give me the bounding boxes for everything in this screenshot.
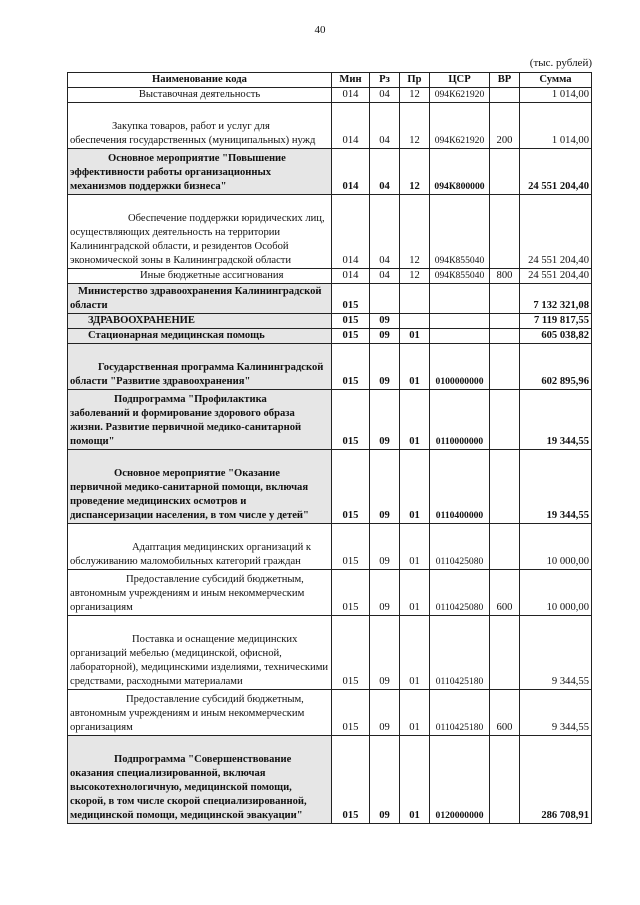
- row-csr: 0110425180: [430, 690, 490, 736]
- row-sum: 19 344,55: [520, 390, 592, 450]
- table-row: [68, 149, 592, 195]
- row-rz: 09: [370, 450, 400, 524]
- row-vr: [490, 284, 520, 314]
- row-vr: [490, 329, 520, 344]
- header-sum: Сумма: [520, 73, 592, 88]
- row-pr: [400, 314, 430, 329]
- table-row: [68, 736, 592, 824]
- row-min: 014: [332, 195, 370, 269]
- row-pr: 12: [400, 195, 430, 269]
- row-pr: 12: [400, 269, 430, 284]
- row-sum: 24 551 204,40: [520, 269, 592, 284]
- row-csr: 0110425080: [430, 570, 490, 616]
- row-csr: 094К855040: [430, 195, 490, 269]
- row-rz: 09: [370, 390, 400, 450]
- table-row: [68, 690, 592, 736]
- row-sum: 1 014,00: [520, 103, 592, 149]
- row-vr: [490, 88, 520, 103]
- row-pr: 01: [400, 344, 430, 390]
- row-min: 015: [332, 329, 370, 344]
- row-rz: 04: [370, 195, 400, 269]
- row-name: Государственная программа Калининградской области "Развитие здравоохранения": [68, 344, 332, 390]
- row-sum: 7 132 321,08: [520, 284, 592, 314]
- row-vr: 600: [490, 570, 520, 616]
- header-row: [68, 73, 592, 88]
- row-rz: 09: [370, 616, 400, 690]
- header-vr: ВР: [490, 73, 520, 88]
- row-rz: 04: [370, 88, 400, 103]
- header-min: Мин: [332, 73, 370, 88]
- row-pr: 12: [400, 149, 430, 195]
- row-csr: 094К621920: [430, 103, 490, 149]
- row-name: Подпрограмма "Совершенствование оказания специализированной, включая высокотехнологичную, медицинской помощи, скорой, в том числе скорой специализированной, медицинской помощи, медицинской эвакуации": [68, 736, 332, 824]
- table-row: [68, 314, 592, 329]
- row-vr: [490, 390, 520, 450]
- row-rz: 09: [370, 524, 400, 570]
- row-sum: 9 344,55: [520, 690, 592, 736]
- row-sum: 10 000,00: [520, 524, 592, 570]
- table-row: [68, 450, 592, 524]
- row-min: 015: [332, 390, 370, 450]
- row-sum: 24 551 204,40: [520, 195, 592, 269]
- row-rz: [370, 284, 400, 314]
- row-vr: [490, 736, 520, 824]
- header-csr: ЦСР: [430, 73, 490, 88]
- row-min: 014: [332, 149, 370, 195]
- table-row: [68, 390, 592, 450]
- row-name: Адаптация медицинских организаций к обслуживанию маломобильных категорий граждан: [68, 524, 332, 570]
- row-rz: 09: [370, 736, 400, 824]
- header-name: Наименование кода: [68, 73, 332, 88]
- row-vr: [490, 149, 520, 195]
- row-min: 015: [332, 344, 370, 390]
- header-rz: Рз: [370, 73, 400, 88]
- row-pr: 12: [400, 103, 430, 149]
- row-sum: 286 708,91: [520, 736, 592, 824]
- row-sum: 1 014,00: [520, 88, 592, 103]
- row-csr: 0110425080: [430, 524, 490, 570]
- row-name: Основное мероприятие "Оказание первичной медико-санитарной помощи, включая проведение медицинских осмотров и диспансеризации населения, в том числе у детей": [68, 450, 332, 524]
- row-min: 015: [332, 314, 370, 329]
- row-csr: [430, 284, 490, 314]
- header-pr: Пр: [400, 73, 430, 88]
- table-row: [68, 195, 592, 269]
- row-csr: [430, 329, 490, 344]
- row-name: Предоставление субсидий бюджетным, автономным учреждениям и иным некоммерческим организациям: [68, 690, 332, 736]
- row-min: 014: [332, 88, 370, 103]
- row-rz: 09: [370, 329, 400, 344]
- row-min: 015: [332, 616, 370, 690]
- row-name: Министерство здравоохранения Калининградской области: [68, 284, 332, 314]
- row-rz: 09: [370, 314, 400, 329]
- units-label: (тыс. рублей): [529, 57, 592, 69]
- table-row: [68, 88, 592, 103]
- row-name: ЗДРАВООХРАНЕНИЕ: [68, 314, 332, 329]
- row-csr: 0110000000: [430, 390, 490, 450]
- row-vr: [490, 314, 520, 329]
- row-vr: [490, 524, 520, 570]
- row-name: Поставка и оснащение медицинских организаций мебелью (медицинской, офисной, лабораторной), медицинскими изделиями, техническими средствами, расходными материалами: [68, 616, 332, 690]
- row-pr: 01: [400, 570, 430, 616]
- row-pr: [400, 284, 430, 314]
- table-row: [68, 269, 592, 284]
- row-csr: 0110425180: [430, 616, 490, 690]
- row-name: Выставочная деятельность: [68, 88, 332, 103]
- table-row: [68, 284, 592, 314]
- row-min: 015: [332, 284, 370, 314]
- row-vr: [490, 344, 520, 390]
- row-sum: 10 000,00: [520, 570, 592, 616]
- row-csr: 0100000000: [430, 344, 490, 390]
- page-number: 40: [314, 24, 326, 36]
- row-rz: 09: [370, 344, 400, 390]
- row-csr: 0110400000: [430, 450, 490, 524]
- row-min: 014: [332, 269, 370, 284]
- row-vr: [490, 616, 520, 690]
- row-vr: [490, 450, 520, 524]
- row-csr: [430, 314, 490, 329]
- budget-table: [67, 72, 592, 824]
- row-sum: 7 119 817,55: [520, 314, 592, 329]
- row-min: 015: [332, 736, 370, 824]
- row-vr: 800: [490, 269, 520, 284]
- row-name: Предоставление субсидий бюджетным, автономным учреждениям и иным некоммерческим организациям: [68, 570, 332, 616]
- row-vr: 600: [490, 690, 520, 736]
- row-rz: 09: [370, 690, 400, 736]
- row-pr: 01: [400, 736, 430, 824]
- row-sum: 9 344,55: [520, 616, 592, 690]
- row-name: Стационарная медицинская помощь: [68, 329, 332, 344]
- table-row: [68, 524, 592, 570]
- row-min: 015: [332, 450, 370, 524]
- row-pr: 01: [400, 390, 430, 450]
- row-name: Иные бюджетные ассигнования: [68, 269, 332, 284]
- row-min: 015: [332, 524, 370, 570]
- row-name: Закупка товаров, работ и услуг для обеспечения государственных (муниципальных) нужд: [68, 103, 332, 149]
- row-min: 015: [332, 690, 370, 736]
- row-min: 015: [332, 570, 370, 616]
- row-vr: 200: [490, 103, 520, 149]
- row-name: Подпрограмма "Профилактика заболеваний и формирование здорового образа жизни. Развитие первичной медико-санитарной помощи": [68, 390, 332, 450]
- table-row: [68, 329, 592, 344]
- row-csr: 094К621920: [430, 88, 490, 103]
- row-sum: 602 895,96: [520, 344, 592, 390]
- row-csr: 094К855040: [430, 269, 490, 284]
- row-csr: 094К800000: [430, 149, 490, 195]
- row-pr: 01: [400, 616, 430, 690]
- row-csr: 0120000000: [430, 736, 490, 824]
- row-rz: 09: [370, 570, 400, 616]
- row-pr: 01: [400, 329, 430, 344]
- table-row: [68, 570, 592, 616]
- row-rz: 04: [370, 103, 400, 149]
- row-sum: 19 344,55: [520, 450, 592, 524]
- row-rz: 04: [370, 269, 400, 284]
- row-pr: 01: [400, 524, 430, 570]
- row-pr: 12: [400, 88, 430, 103]
- table-row: [68, 344, 592, 390]
- row-name: Основное мероприятие "Повышение эффективности работы организационных механизмов поддержки бизнеса": [68, 149, 332, 195]
- row-rz: 04: [370, 149, 400, 195]
- table-row: [68, 616, 592, 690]
- row-min: 014: [332, 103, 370, 149]
- row-sum: 24 551 204,40: [520, 149, 592, 195]
- row-name: Обеспечение поддержки юридических лиц, осуществляющих деятельность на территории Калининградской области, и резидентов Особой экономической зоны в Калининградской области: [68, 195, 332, 269]
- row-pr: 01: [400, 690, 430, 736]
- row-vr: [490, 195, 520, 269]
- table-row: [68, 103, 592, 149]
- row-sum: 605 038,82: [520, 329, 592, 344]
- row-pr: 01: [400, 450, 430, 524]
